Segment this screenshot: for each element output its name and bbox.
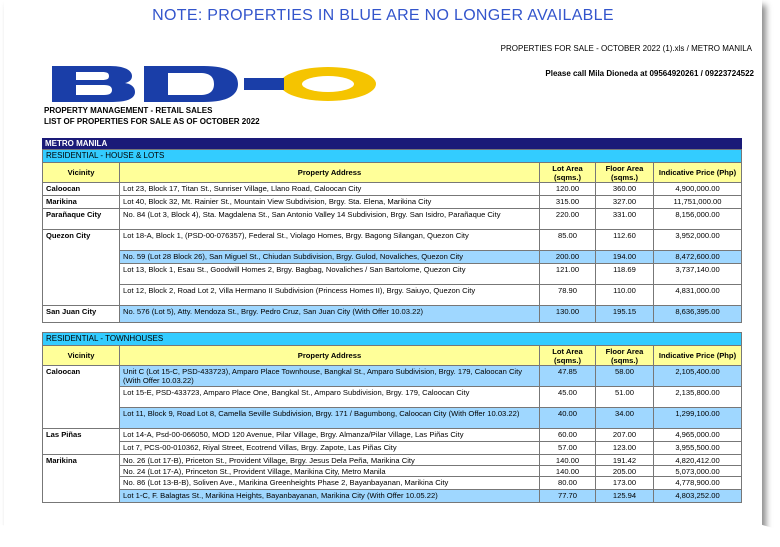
cell-floor: 125.94 — [596, 490, 654, 503]
section-header: RESIDENTIAL - TOWNHOUSES — [42, 332, 742, 346]
cell-address: No. 86 (Lot 13-B-B), Soliven Ave., Marikina Greenheights Phase 2, Bayanbayanan, Marikina City — [120, 477, 540, 490]
table-row — [42, 251, 742, 264]
table-header-row — [42, 163, 742, 183]
cell-price: 2,135,800.00 — [654, 387, 742, 408]
cell-floor: 118.69 — [596, 264, 654, 285]
table-row — [42, 264, 742, 285]
cell-lot: 200.00 — [540, 251, 596, 264]
cell-floor: 123.00 — [596, 442, 654, 455]
cell-address: No. 26 (Lot 17-B), Priceton St., Provident Village, Brgy. Jesus Dela Peña, Marikina City — [120, 455, 540, 466]
column-header-lot: Lot Area (sqms.) — [540, 163, 596, 183]
cell-vicinity — [42, 442, 120, 455]
cell-address: Lot 11, Block 9, Road Lot 8, Camella Seville Subdivision, Brgy. 171 / Bagumbong, Caloocan City (With Offer 10.03.22) — [120, 408, 540, 429]
table-row — [42, 408, 742, 429]
cell-address: Lot 13, Block 1, Esau St., Goodwill Homes 2, Brgy. Bagbag, Novaliches / San Bartolome, Quezon City — [120, 264, 540, 285]
cell-floor: 207.00 — [596, 429, 654, 442]
column-header-floor: Floor Area (sqms.) — [596, 163, 654, 183]
column-header-lot: Lot Area (sqms.) — [540, 346, 596, 366]
cell-vicinity — [42, 466, 120, 477]
table-row — [42, 466, 742, 477]
cell-address: No. 24 (Lot 17-A), Princeton St., Provident Village, Marikina City, Metro Manila — [120, 466, 540, 477]
cell-price: 8,636,395.00 — [654, 306, 742, 323]
cell-address: Lot 1-C, F. Balagtas St., Marikina Heights, Bayanbayanan, Marikina City (With Offer 10.05.22) — [120, 490, 540, 503]
table-row — [42, 306, 742, 323]
cell-floor: 191.42 — [596, 455, 654, 466]
cell-price: 4,965,000.00 — [654, 429, 742, 442]
column-header-price: Indicative Price (Php) — [654, 163, 742, 183]
table-row — [42, 366, 742, 387]
column-header-vicinity: Vicinity — [42, 346, 120, 366]
cell-address: Lot 15-E, PSD-433723, Amparo Place One, Bangkal St., Amparo Subdivision, Brgy. 179, Caloocan City — [120, 387, 540, 408]
cell-floor: 173.00 — [596, 477, 654, 490]
cell-address: Lot 40, Block 32, Mt. Rainier St., Mountain View Subdivision, Brgy. Sta. Elena, Marikina City — [120, 196, 540, 209]
cell-vicinity — [42, 264, 120, 285]
cell-price: 4,900,000.00 — [654, 183, 742, 196]
cell-address: Lot 18-A, Block 1, (PSD-00-076357), Federal St., Violago Homes, Brgy. Bagong Silangan, Quezon City — [120, 230, 540, 251]
cell-lot: 140.00 — [540, 466, 596, 477]
availability-note: NOTE: PROPERTIES IN BLUE ARE NO LONGER AVAILABLE — [152, 7, 614, 24]
table-row — [42, 209, 742, 230]
contact-info: Please call Mila Dioneda at 09564920261 / 09223724522 — [545, 69, 754, 78]
table-row — [42, 490, 742, 503]
cell-lot: 60.00 — [540, 429, 596, 442]
department-title: PROPERTY MANAGEMENT - RETAIL SALES — [44, 106, 213, 115]
column-header-floor: Floor Area (sqms.) — [596, 346, 654, 366]
cell-address: No. 59 (Lot 28 Block 26), San Miguel St., Chiudan Subdivision, Brgy. Gulod, Novaliches, Quezon City — [120, 251, 540, 264]
cell-lot: 121.00 — [540, 264, 596, 285]
column-header-vicinity: Vicinity — [42, 163, 120, 183]
cell-lot: 130.00 — [540, 306, 596, 323]
cell-floor: 51.00 — [596, 387, 654, 408]
cell-vicinity: Marikina — [42, 196, 120, 209]
cell-floor: 110.00 — [596, 285, 654, 306]
table-row — [42, 285, 742, 306]
cell-vicinity — [42, 285, 120, 306]
cell-vicinity: Quezon City — [42, 230, 120, 251]
table-row — [42, 183, 742, 196]
file-title: PROPERTIES FOR SALE - OCTOBER 2022 (1).xls / METRO MANILA — [500, 44, 752, 53]
document-page — [4, 0, 762, 534]
region-header: METRO MANILA — [42, 138, 742, 149]
cell-price: 11,751,000.00 — [654, 196, 742, 209]
cell-lot: 40.00 — [540, 408, 596, 429]
cell-vicinity — [42, 408, 120, 429]
cell-address: Lot 7, PCS-00-010362, Riyal Street, Ecotrend Villas, Brgy. Zapote, Las Piñas City — [120, 442, 540, 455]
column-header-address: Property Address — [120, 346, 540, 366]
cell-lot: 45.00 — [540, 387, 596, 408]
cell-vicinity: Parañaque City — [42, 209, 120, 230]
cell-price: 2,105,400.00 — [654, 366, 742, 387]
cell-lot: 120.00 — [540, 183, 596, 196]
table-row — [42, 442, 742, 455]
cell-vicinity: San Juan City — [42, 306, 120, 323]
column-header-address: Property Address — [120, 163, 540, 183]
cell-vicinity: Las Piñas — [42, 429, 120, 442]
table-row — [42, 196, 742, 209]
cell-floor: 58.00 — [596, 366, 654, 387]
cell-address: Unit C (Lot 15-C, PSD-433723), Amparo Place Townhouse, Bangkal St., Amparo Subdivision, Brgy. 179, Caloocan City (With Offer 10.03.22) — [120, 366, 540, 387]
cell-price: 4,831,000.00 — [654, 285, 742, 306]
table-header-row — [42, 346, 742, 366]
cell-price: 3,952,000.00 — [654, 230, 742, 251]
cell-price: 4,778,900.00 — [654, 477, 742, 490]
cell-price: 8,472,600.00 — [654, 251, 742, 264]
cell-lot: 77.70 — [540, 490, 596, 503]
cell-price: 8,156,000.00 — [654, 209, 742, 230]
table-row — [42, 429, 742, 442]
cell-lot: 80.00 — [540, 477, 596, 490]
cell-floor: 195.15 — [596, 306, 654, 323]
cell-price: 5,073,000.00 — [654, 466, 742, 477]
cell-address: No. 576 (Lot 5), Atty. Mendoza St., Brgy. Pedro Cruz, San Juan City (With Offer 10.03.22) — [120, 306, 540, 323]
cell-lot: 85.00 — [540, 230, 596, 251]
cell-address: Lot 23, Block 17, Titan St., Sunriser Village, Llano Road, Caloocan City — [120, 183, 540, 196]
table-row — [42, 387, 742, 408]
cell-lot: 47.85 — [540, 366, 596, 387]
bdo-logo — [48, 62, 378, 102]
cell-floor: 327.00 — [596, 196, 654, 209]
section-header: RESIDENTIAL - HOUSE & LOTS — [42, 149, 742, 163]
cell-floor: 194.00 — [596, 251, 654, 264]
cell-lot: 315.00 — [540, 196, 596, 209]
cell-price: 3,737,140.00 — [654, 264, 742, 285]
cell-price: 1,299,100.00 — [654, 408, 742, 429]
cell-floor: 331.00 — [596, 209, 654, 230]
cell-vicinity: Caloocan — [42, 366, 120, 387]
torn-edge — [0, 518, 780, 547]
cell-address: Lot 14-A, Psd-00-066050, MOD 120 Avenue, Pilar Village, Brgy. Almanza/Pilar Village, Las Piñas City — [120, 429, 540, 442]
cell-address: No. 84 (Lot 3, Block 4), Sta. Magdalena St., San Antonio Valley 14 Subdivision, Brgy. San Isidro, Parañaque City — [120, 209, 540, 230]
table-row — [42, 477, 742, 490]
cell-vicinity — [42, 490, 120, 503]
cell-price: 4,803,252.00 — [654, 490, 742, 503]
table-row — [42, 455, 742, 466]
cell-floor: 34.00 — [596, 408, 654, 429]
cell-vicinity — [42, 251, 120, 264]
cell-lot: 78.90 — [540, 285, 596, 306]
column-header-price: Indicative Price (Php) — [654, 346, 742, 366]
cell-lot: 140.00 — [540, 455, 596, 466]
cell-floor: 360.00 — [596, 183, 654, 196]
cell-lot: 220.00 — [540, 209, 596, 230]
cell-price: 4,820,412.00 — [654, 455, 742, 466]
table-row — [42, 230, 742, 251]
cell-vicinity — [42, 477, 120, 490]
cell-price: 3,955,500.00 — [654, 442, 742, 455]
cell-floor: 112.60 — [596, 230, 654, 251]
cell-vicinity — [42, 387, 120, 408]
cell-address: Lot 12, Block 2, Road Lot 2, Villa Hermano II Subdivision (Princess Homes II), Brgy. Saiuyo, Quezon City — [120, 285, 540, 306]
cell-floor: 205.00 — [596, 466, 654, 477]
cell-vicinity: Caloocan — [42, 183, 120, 196]
list-title: LIST OF PROPERTIES FOR SALE AS OF OCTOBER 2022 — [44, 117, 260, 126]
cell-vicinity: Marikina — [42, 455, 120, 466]
cell-lot: 57.00 — [540, 442, 596, 455]
